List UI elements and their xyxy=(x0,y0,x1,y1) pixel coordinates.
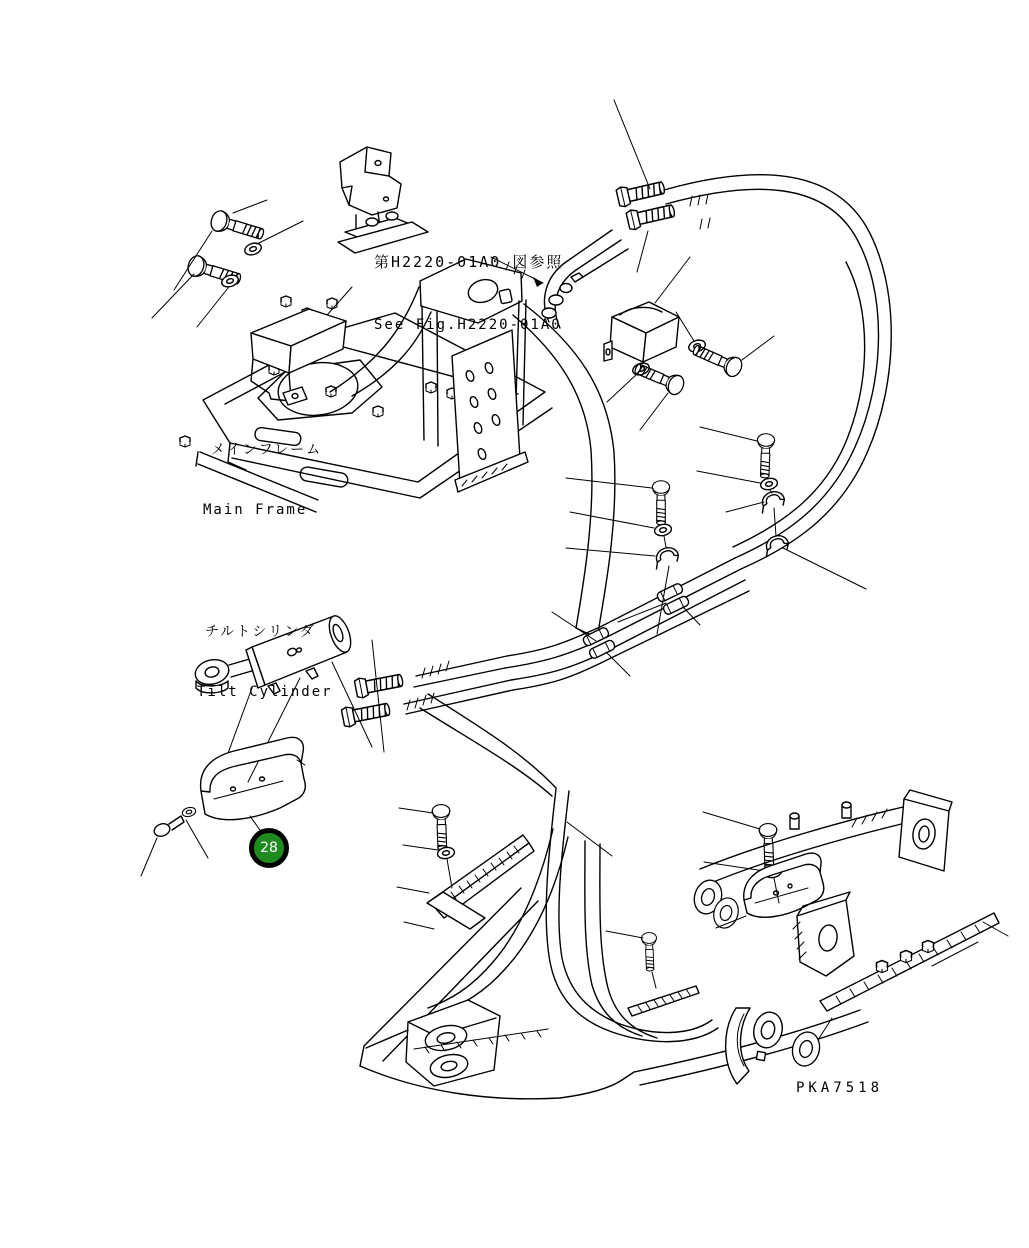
part-callout-28[interactable] xyxy=(249,828,289,868)
main-frame-label-jp: メインフレーム xyxy=(211,442,323,458)
bottom-frame-assembly xyxy=(360,789,1008,1099)
part-callout-28-number: 28 xyxy=(260,840,278,856)
reference-note-en: See Fig.H2220-01A0 xyxy=(374,317,562,333)
tilt-cylinder-label-jp: チルトシリンダ xyxy=(205,624,316,640)
mid-clamp-fasteners xyxy=(566,427,866,634)
main-frame-label-en: Main Frame xyxy=(203,502,308,518)
mid-cover-bracket xyxy=(604,257,774,430)
tilt-cylinder-label-en: Tilt Cylinder xyxy=(197,684,333,700)
drawing-code: PKA7518 xyxy=(796,1080,884,1096)
tilt-cylinder-label xyxy=(197,583,333,719)
reference-note xyxy=(374,213,563,352)
reference-note-jp: 第H2220-01A0 図参照 xyxy=(374,253,564,271)
main-frame-label xyxy=(203,401,322,537)
